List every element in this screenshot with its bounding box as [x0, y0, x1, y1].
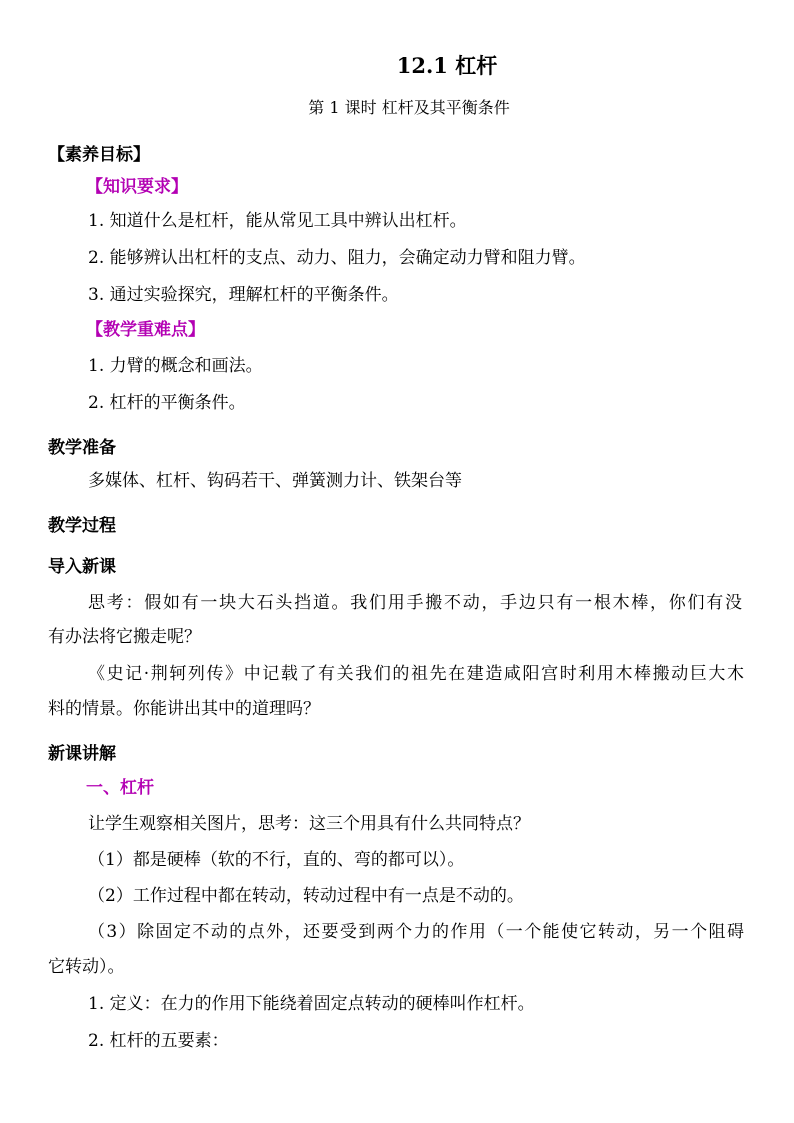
lecture-point-3-line-1: （3）除固定不动的点外，还要受到两个力的作用（一个能使它转动，另一个阻碍: [88, 922, 744, 942]
section-lever-heading: 一、杠杆: [86, 778, 154, 798]
lecture-prompt: 让学生观察相关图片，思考：这三个用具有什么共同特点？: [88, 814, 530, 834]
preparation-text: 多媒体、杠杆、钩码若干、弹簧测力计、铁架台等: [88, 471, 462, 491]
intro-paragraph-1-line-2: 有办法将它搬走呢？: [48, 627, 201, 647]
lever-definition: 1. 定义：在力的作用下能绕着固定点转动的硬棒叫作杠杆。: [88, 994, 535, 1014]
lecture-point: （1）都是硬棒（软的不行，直的、弯的都可以）。: [88, 850, 465, 870]
intro-heading: 导入新课: [48, 557, 116, 577]
intro-paragraph-2-line-2: 料的情景。你能讲出其中的道理吗？: [48, 699, 320, 719]
page-title: 12.1 杠杆: [396, 53, 498, 78]
process-heading: 教学过程: [48, 516, 116, 536]
intro-paragraph-1-line-1: 思考：假如有一块大石头挡道。我们用手搬不动，手边只有一根木棒，你们有没: [88, 593, 742, 613]
lecture-point: （2）工作过程中都在转动，转动过程中有一点是不动的。: [88, 886, 524, 906]
knowledge-item: 3. 通过实验探究，理解杠杆的平衡条件。: [88, 285, 399, 305]
key-point-item: 1. 力臂的概念和画法。: [88, 356, 263, 376]
page-subtitle: 第 1 课时 杠杆及其平衡条件: [308, 98, 510, 117]
lecture-point-3-line-2: 它转动）。: [48, 957, 125, 977]
knowledge-heading: 【知识要求】: [86, 177, 188, 197]
objectives-heading: 【素养目标】: [48, 145, 150, 165]
key-points-heading: 【教学重难点】: [86, 320, 205, 340]
lecture-heading: 新课讲解: [48, 744, 116, 764]
knowledge-item: 1. 知道什么是杠杆，能从常见工具中辨认出杠杆。: [88, 211, 467, 231]
knowledge-item: 2. 能够辨认出杠杆的支点、动力、阻力，会确定动力臂和阻力臂。: [88, 248, 586, 268]
preparation-heading: 教学准备: [48, 438, 116, 458]
lever-five-elements: 2. 杠杆的五要素：: [88, 1031, 229, 1051]
key-point-item: 2. 杠杆的平衡条件。: [88, 393, 246, 413]
intro-paragraph-2-line-1: 《史记·荆轲列传》中记载了有关我们的祖先在建造咸阳宫时利用木棒搬动巨大木: [88, 664, 744, 684]
